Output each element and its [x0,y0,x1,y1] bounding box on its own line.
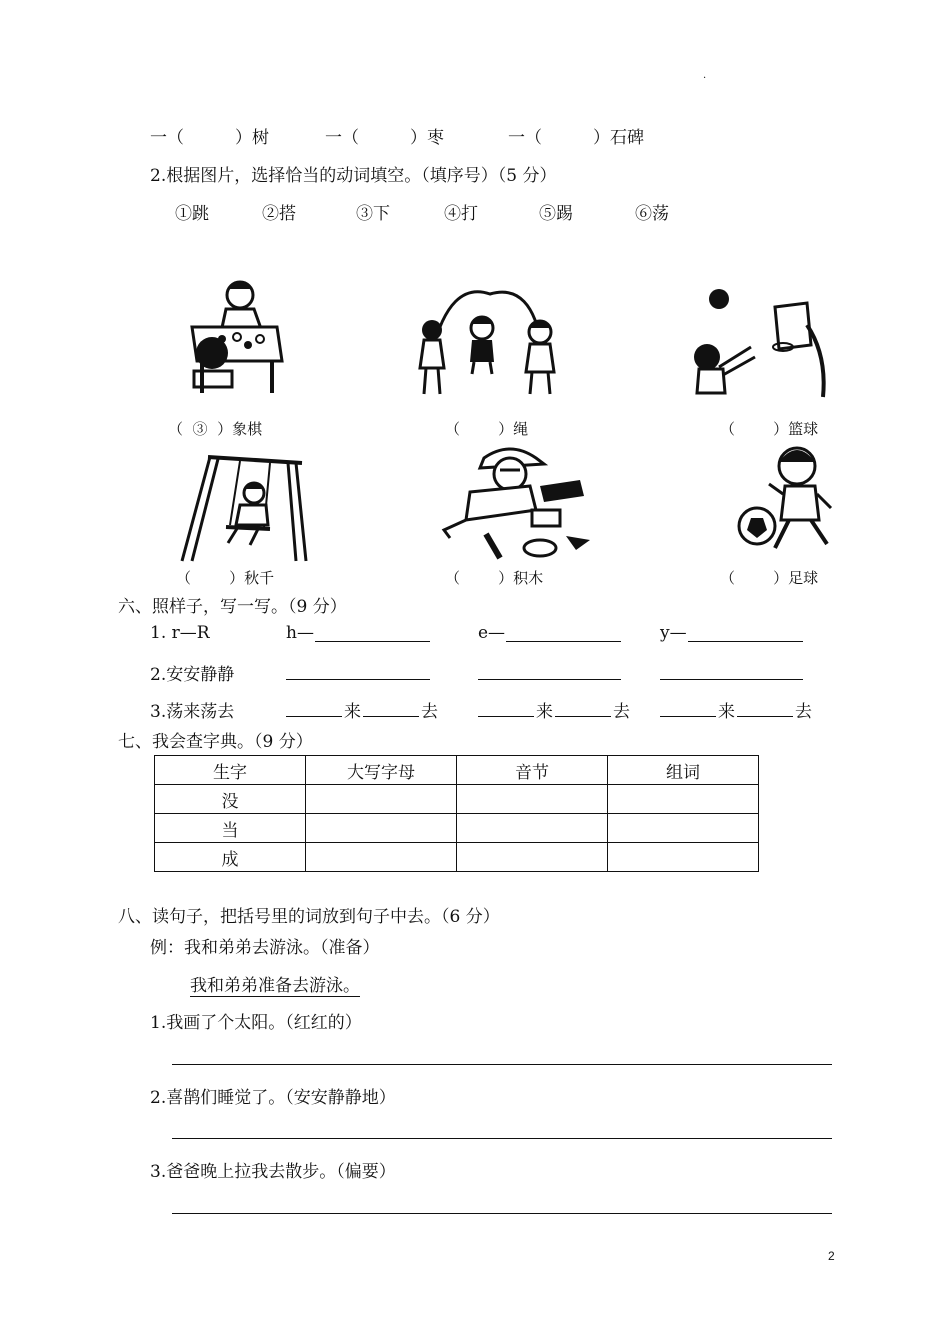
answer-cell[interactable] [608,843,759,872]
answer-line[interactable] [286,716,342,717]
caption-chess-blank: ③ [192,420,208,438]
option-1: ①跳 [175,204,209,224]
col-header: 音节 [457,756,608,785]
s8-example: 例：我和弟弟去游泳。（准备） [150,938,380,958]
col-header: 组词 [608,756,759,785]
answer-line[interactable] [363,716,419,717]
s6-r3-example: 3.荡来荡去 [150,702,235,722]
answer-line[interactable] [688,641,803,642]
option-4: ④打 [444,204,478,224]
s6-r1-h: h— [286,623,314,643]
caption-football-word: 足球 [788,569,819,587]
chess-players-illustration [182,275,292,395]
answer-cell[interactable] [457,814,608,843]
s8-item-3: 3.爸爸晚上拉我去散步。（偏要） [150,1162,396,1182]
caption-rope-word: 绳 [513,420,529,438]
option-5: ⑤踢 [539,204,573,224]
answer-line[interactable] [315,641,430,642]
page-number: 2 [828,1249,835,1263]
option-2: ②搭 [262,204,296,224]
caption-blocks-word: 积木 [513,569,544,587]
answer-cell[interactable] [306,843,457,872]
s6-r1-y: y— [660,623,687,643]
building-blocks-illustration [440,440,605,565]
s6-r1-e: e— [478,623,506,643]
s8-title: 八、读句子，把括号里的词放到句子中去。（6 分） [118,907,500,927]
answer-line[interactable] [478,679,621,680]
answer-line[interactable] [660,716,716,717]
s8-example-answer: 我和弟弟准备去游泳。 [190,971,360,997]
caption-basketball: （ ）篮球 [720,420,819,438]
jump-rope-illustration [410,290,570,400]
col-header: 生字 [155,756,306,785]
lai-char: 来 [536,702,553,722]
answer-line[interactable] [286,679,430,680]
answer-line[interactable] [172,1064,832,1065]
answer-line[interactable] [555,716,611,717]
lai-char: 来 [718,702,735,722]
caption-football: （ ）足球 [720,569,819,587]
table-row [155,843,759,872]
answer-cell[interactable] [457,843,608,872]
answer-line[interactable] [737,716,793,717]
answer-cell[interactable] [457,785,608,814]
answer-cell[interactable] [608,814,759,843]
s7-title: 七、我会查字典。（9 分） [118,732,313,752]
top-dot: . [703,70,707,81]
s6-title: 六、照样子，写一写。（9 分） [118,597,347,617]
lai-char: 来 [344,702,361,722]
caption-blocks: （ ）积木 [445,569,544,587]
q2-title: 2.根据图片，选择恰当的动词填空。（填序号）（5 分） [150,166,557,186]
char-cell: 当 [155,814,306,843]
swing-illustration [178,455,313,565]
measure-item-2: 一（ ）枣 [325,128,444,148]
table-row [155,785,759,814]
answer-cell[interactable] [608,785,759,814]
dictionary-table [154,755,759,872]
caption-swing-word: 秋千 [244,569,275,587]
caption-chess: （ ③ ）象棋 [168,420,263,438]
answer-line[interactable] [506,641,621,642]
s8-item-1: 1.我画了个太阳。（红红的） [150,1013,362,1033]
table-header-row [155,756,759,785]
s6-r1-example: 1. r—R [150,623,210,643]
option-3: ③下 [356,204,390,224]
caption-rope: （ ）绳 [445,420,529,438]
measure-item-1: 一（ ）树 [150,128,269,148]
s8-item-2: 2.喜鹊们睡觉了。（安安静静地） [150,1088,396,1108]
basketball-illustration [685,285,835,400]
answer-cell[interactable] [306,785,457,814]
table-row [155,814,759,843]
answer-line[interactable] [478,716,534,717]
option-6: ⑥荡 [635,204,669,224]
s6-r2-example: 2.安安静静 [150,665,235,685]
answer-line[interactable] [660,679,803,680]
char-cell: 没 [155,785,306,814]
qu-char: 去 [613,702,630,722]
qu-char: 去 [421,702,438,722]
answer-cell[interactable] [306,814,457,843]
qu-char: 去 [795,702,812,722]
answer-line[interactable] [172,1213,832,1214]
col-header: 大写字母 [306,756,457,785]
caption-chess-word: 象棋 [232,420,263,438]
caption-basketball-word: 篮球 [788,420,819,438]
measure-item-3: 一（ ）石碑 [508,128,644,148]
char-cell: 成 [155,843,306,872]
football-illustration [735,440,840,560]
caption-swing: （ ）秋千 [176,569,275,587]
answer-line[interactable] [172,1138,832,1139]
